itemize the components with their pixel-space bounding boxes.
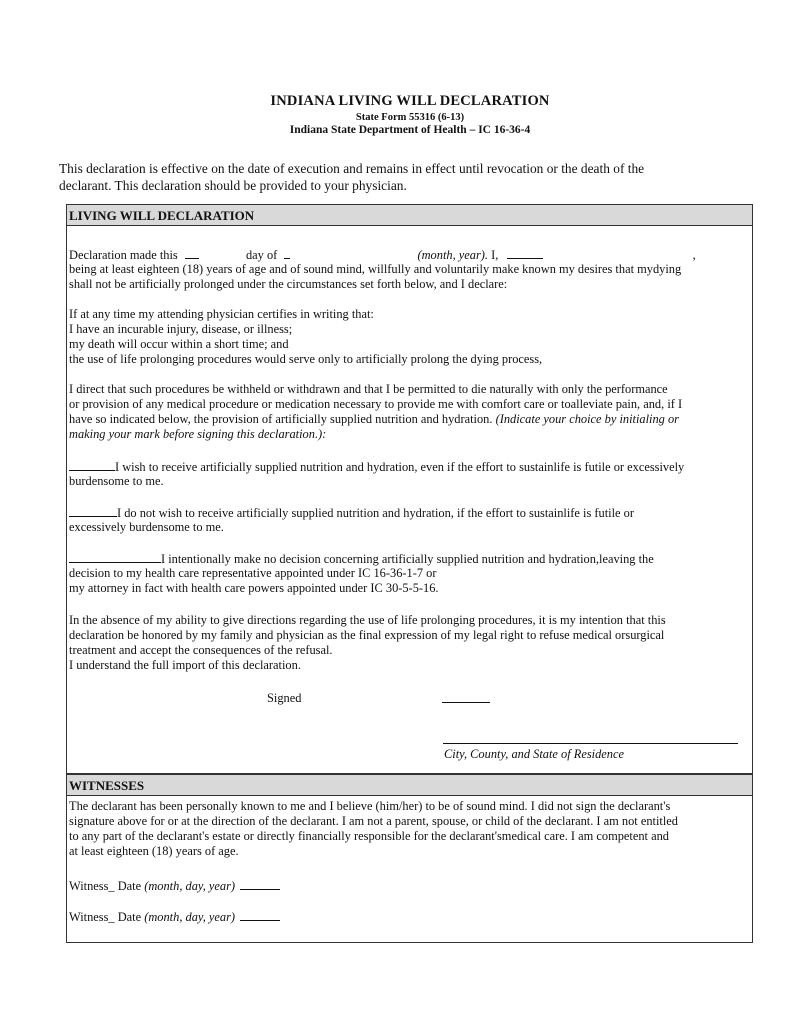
signed-label: Signed	[267, 691, 302, 705]
signature-field[interactable]	[442, 702, 490, 703]
option-3-cont-1: decision to my health care representative appointed under IC 16-36-1-7 or	[69, 566, 437, 580]
option-2-cont: excessively burdensome to me.	[69, 520, 224, 534]
witness-1-line	[69, 878, 280, 895]
witness-1-field[interactable]	[240, 878, 280, 890]
understand-statement: I understand the full import of this declaration.	[69, 658, 301, 672]
option-2-initial-field[interactable]	[69, 505, 117, 517]
month-year-label: (month, year).	[417, 248, 489, 262]
condition-3: the use of life prolonging procedures would serve only to artificially prolong the dying process,	[69, 352, 543, 366]
name-comma: ,	[692, 248, 696, 262]
absence-line-2: declaration be honored by my family and physician as the final expression of my legal right to refuse medical orsurgical	[69, 628, 665, 642]
absence-line-3: treatment and accept the consequences of the refusal.	[69, 643, 333, 657]
intro-line-2: declarant. This declaration should be provided to your physician.	[59, 178, 407, 193]
witness-text-3: to any part of the declarant's estate or directly financially responsible for the declarant'smedical care. I am competent and	[69, 829, 669, 843]
declaration-text-line-2: being at least eighteen (18) years of age and of sound mind, willfully and voluntarily make known my desires that mydying	[69, 262, 682, 276]
document-header	[0, 93, 800, 136]
day-field[interactable]	[185, 247, 199, 259]
direct-line-2: or provision of any medical procedure or medication necessary to provide me with comfort care or toalleviate pain, and, if I	[69, 397, 683, 411]
direct-line-1: I direct that such procedures be withheld or withdrawn and that I be permitted to die naturally with only the performance	[69, 382, 668, 396]
conditions-intro: If at any time my attending physician certifies in writing that:	[69, 307, 374, 321]
witness-1-label: Witness_ Date	[69, 879, 142, 893]
option-2-text: I do not wish to receive artificially supplied nutrition and hydration, if the effort to sustainlife is futile or	[117, 506, 634, 520]
direct-line-3-text: have so indicated below, the provision of artificially supplied nutrition and hydration.	[69, 412, 493, 426]
direct-line-3	[69, 412, 679, 428]
day-of-label: day of	[245, 248, 278, 262]
option-1-text: I wish to receive artificially supplied nutrition and hydration, even if the effort to sustainlife is futile or excessively	[115, 460, 685, 474]
witness-text-1: The declarant has been personally known to me and I believe (him/her) to be of sound mind. I did not sign the declarant's	[69, 799, 671, 813]
intro-line-1: This declaration is effective on the date of execution and remains in effect until revocation or the death of the	[59, 161, 645, 176]
choice-instruction-cont: making your mark before signing this declaration.):	[69, 427, 327, 441]
made-this-label: Declaration made this	[69, 248, 178, 262]
living-will-section	[66, 204, 753, 774]
residence-field[interactable]	[443, 743, 738, 744]
witness-text-2: signature above for or at the direction of the declarant. I am not a parent, spouse, or child of the declarant. I am not entitled	[69, 814, 678, 828]
i-label: I,	[491, 248, 499, 262]
witnesses-section	[66, 774, 753, 943]
section-heading-witnesses: WITNESSES	[67, 774, 752, 796]
condition-1: I have an incurable injury, disease, or illness;	[69, 322, 293, 336]
option-1-cont: burdensome to me.	[69, 474, 164, 488]
absence-line-1: In the absence of my ability to give directions regarding the use of life prolonging procedures, it is my intention that this	[69, 613, 666, 627]
option-3-initial-field[interactable]	[69, 551, 161, 563]
month-year-field[interactable]	[284, 247, 290, 259]
document-title: INDIANA LIVING WILL DECLARATION	[270, 93, 550, 109]
form-number: State Form 55316 (6-13)	[355, 112, 465, 123]
condition-2: my death will occur within a short time; and	[69, 337, 289, 351]
witness-1-date-format: (month, day, year)	[144, 879, 236, 893]
witness-2-field[interactable]	[240, 909, 280, 921]
declaration-text-line-3: shall not be artificially prolonged under the circumstances set forth below, and I declare:	[69, 277, 508, 291]
witness-text-4: at least eighteen (18) years of age.	[69, 844, 239, 858]
witness-2-date-format: (month, day, year)	[144, 910, 236, 924]
department-citation: Indiana State Department of Health – IC 16-36-4	[289, 124, 531, 136]
option-3-cont-2: my attorney in fact with health care powers appointed under IC 30-5-5-16.	[69, 581, 439, 595]
declarant-name-field[interactable]	[507, 247, 543, 259]
section-heading-living-will: LIVING WILL DECLARATION	[67, 205, 752, 226]
witness-2-label: Witness_ Date	[69, 910, 142, 924]
witness-2-line	[69, 909, 280, 926]
option-3-text: I intentionally make no decision concerning artificially supplied nutrition and hydration,leaving the	[161, 552, 654, 566]
intro-paragraph	[59, 160, 759, 194]
residence-label: City, County, and State of Residence	[444, 747, 624, 761]
option-1-initial-field[interactable]	[69, 459, 115, 471]
choice-instruction: (Indicate your choice by initialing or	[495, 412, 679, 426]
